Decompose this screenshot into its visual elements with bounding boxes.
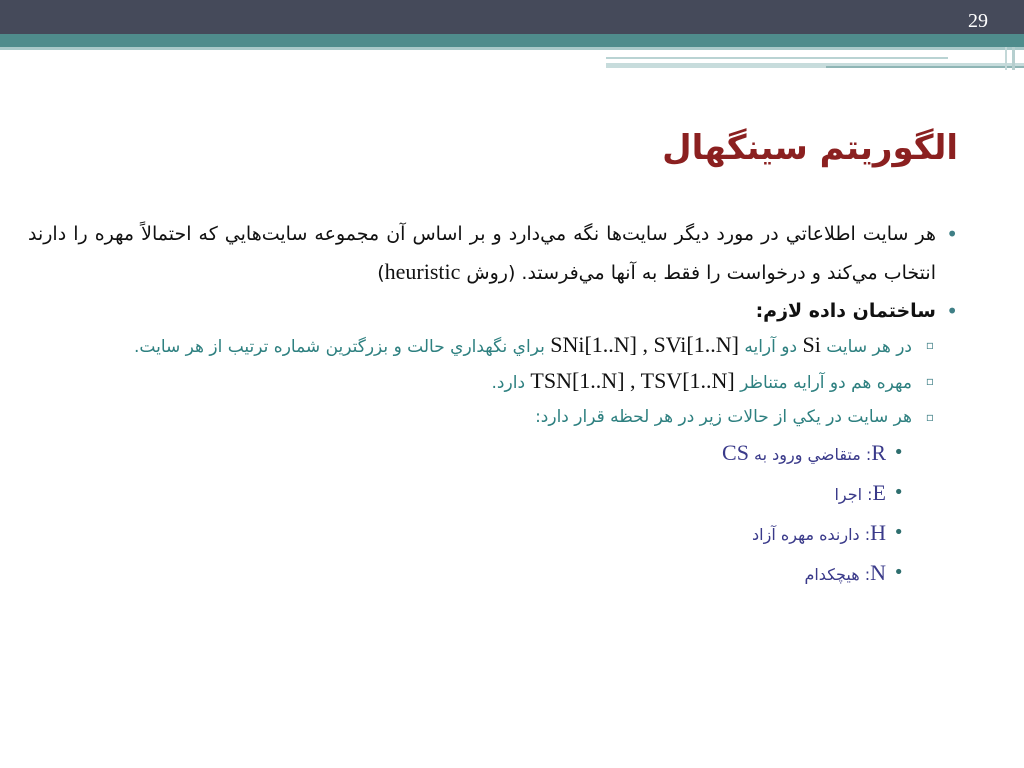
bullet-dot-icon: • — [893, 522, 904, 543]
bullet-dot-icon: • — [893, 442, 904, 463]
square-bullet-icon: ▫ — [925, 338, 934, 352]
bullet-dot-icon: • — [893, 562, 904, 583]
state-item — [28, 474, 958, 514]
state-letter: R — [871, 440, 886, 465]
square-bullet-icon: ▫ — [925, 374, 934, 388]
array-notation: TSN[1..N] , TSV[1..N] — [530, 368, 735, 393]
header-light-band — [0, 47, 1024, 50]
sub-bullet-item — [28, 364, 958, 400]
state-desc: : هيچكدام — [804, 565, 871, 584]
bullet-text: هر سايت اطلاعاتي در مورد ديگر سايت‌ها نگه مي‌دارد و بر اساس آن مجموعه سايت‌هايي كه احتمالاً مهره را دارند انتخاب مي‌كند و درخواست را فقط به آنها مي‌فرستد. (روش — [28, 223, 936, 284]
sub-bullet-text: هر سايت در يكي از حالات زير در هر لحظه قرار دارد: — [535, 407, 912, 427]
bullet-dot-icon: • — [946, 222, 958, 246]
sub-bullet-text: دارد. — [491, 373, 526, 393]
sub-bullet-text: مهره هم دو آرايه متناظر — [740, 373, 912, 393]
site-symbol: Si — [802, 332, 821, 357]
bullet-close-paren: ) — [377, 262, 385, 284]
state-item — [28, 514, 958, 554]
state-desc: : دارنده مهره آزاد — [752, 525, 871, 544]
sub-bullet-text: در هر سايت — [826, 337, 912, 357]
state-item — [28, 434, 958, 474]
slide-title: الگوريتم سينگهال — [662, 128, 958, 168]
bullet-text: ساختمان داده لازم: — [755, 300, 936, 322]
page-number: 29 — [968, 10, 988, 32]
state-extra: CS — [722, 440, 749, 465]
sub-bullet-text: دو آرايه — [744, 337, 798, 357]
sub-bullet-item — [28, 328, 958, 364]
header-accent-line — [826, 66, 1024, 68]
square-bullet-icon: ▫ — [925, 410, 934, 424]
header-accent-vertical — [1012, 47, 1015, 70]
header-teal-band — [0, 34, 1024, 47]
sub-bullet-text: براي نگهداري حالت و بزرگترين شماره ترتيب از هر سايت. — [133, 337, 545, 357]
state-desc: : متقاضي ورود به — [754, 445, 872, 464]
bullet-dot-icon: • — [946, 299, 958, 323]
header-band — [0, 0, 1024, 34]
state-desc: : اجرا — [834, 485, 873, 504]
state-item — [28, 554, 958, 594]
state-letter: N — [870, 560, 886, 585]
array-notation: SNi[1..N] , SVi[1..N] — [550, 332, 739, 357]
state-letter: H — [870, 520, 886, 545]
bullet-latin-term: heuristic — [384, 259, 461, 284]
bullet-item — [28, 294, 958, 328]
slide-content — [28, 215, 958, 594]
bullet-item — [28, 215, 958, 292]
bullet-dot-icon: • — [893, 482, 904, 503]
header-accent-vertical — [1005, 47, 1007, 70]
header-accent-line — [606, 57, 948, 59]
state-letter: E — [872, 480, 886, 505]
sub-bullet-item — [28, 400, 958, 434]
